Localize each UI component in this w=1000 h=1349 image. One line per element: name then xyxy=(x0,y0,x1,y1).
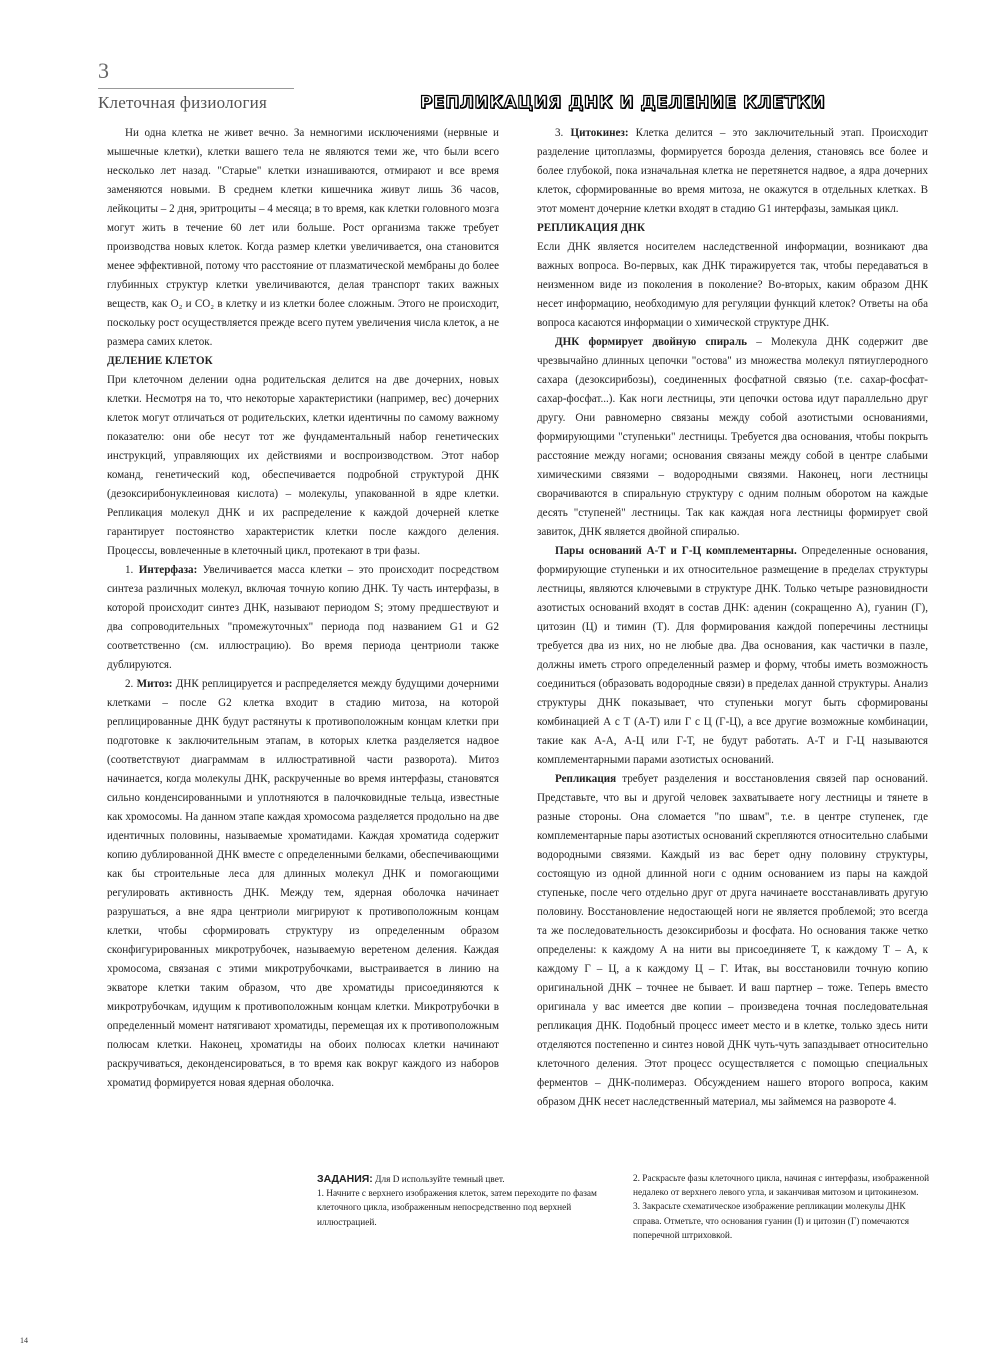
paragraph-intro: Ни одна клетка не живет вечно. За немногими исключениями (нервные и мышечные клетки), клетки вашего тела не являются теми же, что были всего несколько лет назад. "Старые" клетки изнашиваются, отмирают и все время заменяются новыми. В среднем клетки кишечника живут лишь 36 часов, лейкоциты – 2 дня, эритроциты – 4 месяца; в то время, как клетки головного мозга могут жить в течение 60 лет или больше. Рост организма также требует производства новых клеток. Когда размер клетки увеличивается, она становится менее эффективной, потому что расстояние от плазматической мембраны до более глубинных структур клетки увеличиваются, делая транспорт таких важных веществ, как O₂ и CO₂ в клетку и из клетки более сложным. Этого не происходит, поскольку рост осуществляется прежде всего путем увеличения числа клеток, а не размера самих клеток. xyxy=(107,127,499,348)
heading-dna-replication: РЕПЛИКАЦИЯ ДНК xyxy=(537,222,646,234)
tasks-heading: ЗАДАНИЯ: xyxy=(317,1173,373,1185)
page-number: 14 xyxy=(20,1336,28,1345)
term-replication: Репликация xyxy=(555,773,617,785)
tasks-left xyxy=(317,1172,617,1230)
page-title: РЕПЛИКАЦИЯ ДНК И ДЕЛЕНИЕ КЛЕТКИ xyxy=(420,93,826,113)
term-cytokinesis: Цитокинез: xyxy=(570,127,629,139)
term-mitosis: Митоз: xyxy=(136,678,173,690)
chapter-title: Клеточная физиология xyxy=(98,93,267,112)
task-item-3: 3. Закрасьте схематическое изображение репликации молекулы ДНК справа. Отметьте, что основания гуанин (I) и цитозин (Г) помечаются поперечной штриховкой. xyxy=(633,1202,910,1241)
task-item-2: 2. Раскрасьте фазы клеточного цикла, начиная с интерфазы, изображенной недалеко от верхнего левого угла, и заканчивая митозом и цитокинезом. xyxy=(633,1174,930,1199)
term-interphase: Интерфаза: xyxy=(138,564,198,576)
paragraph-replication-questions: Если ДНК является носителем наследственной информации, возникают два важных вопроса. Во-первых, как ДНК тиражируется так, чтобы передаваться в неизменном виде из поколения в поколение? Во-вторых, каким образом ДНК несет информацию, необходимую для регуляции функций клеток? Ответы на оба вопроса касаются информации о химической структуре ДНК. xyxy=(537,241,928,329)
chapter-number: 3 xyxy=(98,58,109,83)
paragraph-interphase: 1. Интерфаза: Увеличивается масса клетки – это происходит посредством синтеза различных молекул, включая точную копию ДНК. Ту часть интерфазы, в которой происходит синтез ДНК, называют периодом S; этому предшествуют и два сопроводительных "промежуточных" периода под названием G1 и G2 соответственно (см. иллюстрацию). Во время периода центриоли также дублируются. xyxy=(107,564,500,671)
tasks-intro: ЗАДАНИЯ: Для D используйте темный цвет. xyxy=(317,1173,505,1185)
paragraph-double-helix: ДНК формирует двойную спираль – Молекула ДНК содержит две чрезвычайно длинных цепочки "остова" из множества молекул пятиуглеродного сахара (дезоксирибозы), соединенных фосфатной связью (т.е. сахар-фосфат-сахар-фосфат...). Как ноги лестницы, эти цепочки остова идут параллельно друг другу. Они равномерно связаны между собой азотистыми основаниями, формирующими "ступеньки" лестницы. Требуется два основания, чтобы покрыть расстояние между ногами; основания связаны между собой в центре слабыми химическими связями – водородными связями. Наконец, ноги лестницы сворачиваются в спиральную структуру с одним полным оборотом на каждые десять "ступеней" лестницы. Так как каждая нога лестницы формирует свой завиток, ДНК является двойной спиралью. xyxy=(537,336,928,538)
paragraph-base-pairs: Пары оснований А-Т и Г-Ц комплементарны. Определенные основания, формирующие ступеньки и их относительное размещение в пределах структуры лестницы, являются ключевыми в структуре ДНК. Только четыре разновидности азотистых оснований входят в состав ДНК: аденин (сокращенно А), гуанин (Г), цитозин (Ц) и тимин (Т). Для формирования каждой поперечины лестницы требуется два из них, но не любые два. Два основания, как частички в пазле, должны иметь строго определенный размер и форму, чтобы иметь возможность соединиться (образовать водородные связи) в пределах данной структуры. Анализ структуры ДНК показывает, что ступеньки могут быть сформированы комбинацией А с Т (А-Т) или Г с Ц (Г-Ц), а все другие возможные комбинации, такие как А-А, А-Ц или Г-Т, не будут работать. А-Т и Г-Ц называются комплементарными парами азотистых оснований. xyxy=(537,545,928,766)
paragraph-division: При клеточном делении одна родительская делится на две дочерних, новых клетки. Несмотря на то, что некоторые характеристики (например, вес) дочерних клеток могут отличаться от родительских, клетки идентичны по самому важному показателю: они обе несут тот же фундаментальный набор генетических инструкций, управляющих их действиями и воспроизводством. Этот набор команд, генетический код, обеспечивается подробной структурой ДНК (дезоксирибонуклеиновая кислота) – молекулы, упакованной в ядре клетки. Репликация молекул ДНК и их распределение к каждой дочерней клетке гарантирует постоянство характеристик клетки после каждого деления. Процессы, вовлеченные в клеточный цикл, протекают в три фазы. xyxy=(107,374,499,557)
paragraph-mitosis: 2. Митоз: ДНК реплицируется и распределяется между будущими дочерними клетками – после G2 клетка входит в стадию митоза, на которой реплицированные ДНК будут растянуты к противоположным концам клетки при подготовке к заключительным этапам, в которых клетка разделяется надвое (соответствуют диаграммам в иллюстративной части разворота). Митоз начинается, когда молекулы ДНК, раскрученные во время интерфазы, становятся сильно конденсированными и уплотняются в палочковидные тельца, известные как хромосомы. На данном этапе каждая хромосома разделяется продольно на две идентичных половины, называемые хроматидами. Каждая хроматида содержит копию дублированной ДНК вместе с определенными белками, обеспечивающими как бы строительные леса для длинных молекул ДНК и помогающими регулировать активность ДНК. Между тем, ядерная оболочка начинает разрушаться, а вне ядра центриоли мигрируют к противоположным концам клетки, чтобы сформировать структуру из определенным образом сконфигурированных микротрубочек, называемую веретеном деления. Каждая хромосома, связаная с этими микротрубочками, выстраивается в линию на экваторе клетки таким образом, что две хроматиды присоединяются к микротрубочкам, идущим к противоположным концам клетки. Микротрубочки в определенный момент натягивают хроматиды, перемещая их к противоположным полюсам клетки. Наконец, хроматиды на обоих полюсах клетки начинают раскручиваться, деконденсироваться, в то время как вокруг каждого из наборов хроматид формируется новая ядерная оболочка. xyxy=(107,678,499,1089)
paragraph-replication: Репликация требует разделения и восстановления связей пар оснований. Представьте, что вы и другой человек захватываете ногу лестницы и тянете в разные стороны. Она сломается "по швам", т.е. в центре ступенек, где комплементарные пары азотистых оснований скрепляются относительно слабыми водородными связями. Каждый из вас берет одну половину структуры, состоящую из одной длинной ноги с одним основанием из пары на каждой ступеньке, после чего отдельно друг от друга начинаете восстанавливать другую половину. Восстановление недостающей ноги не является проблемой; это всегда та же последовательность дезоксирибозы и фосфата. Но основания также четко определены: к каждому А на нити вы присоединяете Т, к каждому Т – А, к каждому Г – Ц, а к каждому Ц – Г. Итак, вы восстановили точную копию оригинальной ДНК – точнее не бывает. И ваш партнер – тоже. Теперь вместо оригинала у вас имеется две копии – произведена точная последовательная репликация ДНК. Подобный процесс имеет место и в клетке, только здесь нити отделяются постепенно и синтез новой ДНК чуть-чуть запаздывает относительно клеточного деления. Этот процесс осуществляется с помощью специальных ферментов – ДНК-полимераз. Обсуждением нашего второго вопроса, каким образом ДНК несет наследственный материал, мы займемся на развороте 4. xyxy=(537,773,928,1108)
term-double-helix: ДНК формирует двойную спираль xyxy=(555,336,748,348)
paragraph-cytokinesis: 3. Цитокинез: Клетка делится – это заключительный этап. Происходит разделение цитоплазмы, формируется борозда деления, становясь все более и более глубокой, пока изначальная клетка не перетянется надвое, а ядра дочерних клеток, сформированные во время митоза, не окажутся в отдельных клетках. В этот момент дочерние клетки входят в стадию G1 интерфазы, замыкая цикл. xyxy=(537,127,928,215)
task-item-1: 1. Начните с верхнего изображения клеток, затем переходите по фазам клеточного цикла, изображенным непосредственно под верхней иллюстрацией. xyxy=(317,1189,597,1228)
term-base-pairs: Пары оснований А-Т и Г-Ц комплементарны. xyxy=(555,545,797,557)
heading-cell-division: ДЕЛЕНИЕ КЛЕТОК xyxy=(107,355,213,367)
tasks-right xyxy=(633,1172,933,1243)
right-column xyxy=(537,124,928,1112)
left-column xyxy=(107,124,499,1093)
chapter-divider xyxy=(98,88,294,89)
